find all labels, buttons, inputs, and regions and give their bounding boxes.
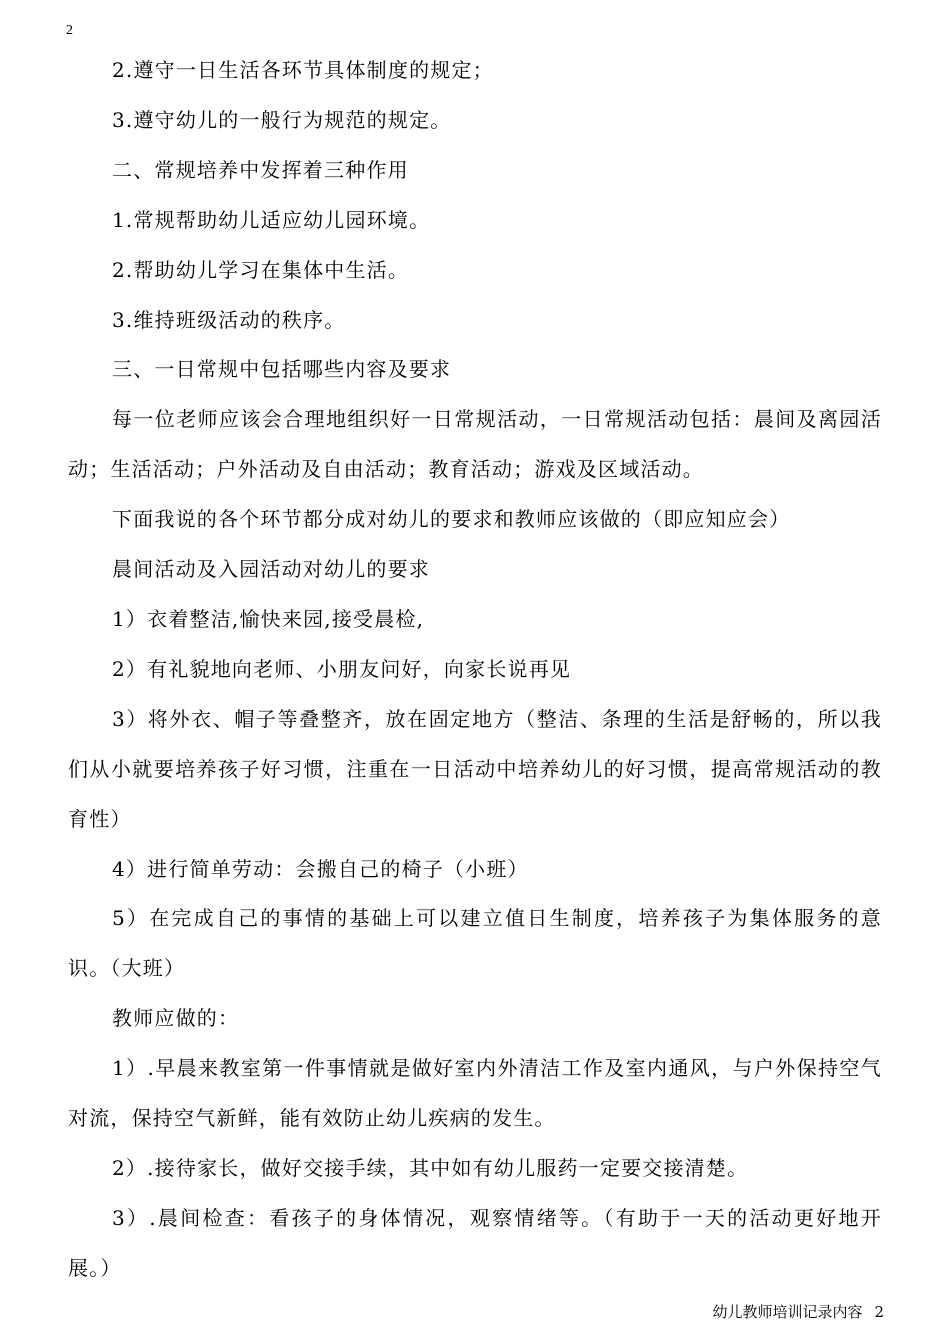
paragraph-9: 下面我说的各个环节都分成对幼儿的要求和教师应该做的（即应知应会） bbox=[112, 507, 791, 532]
paragraph-10: 晨间活动及入园活动对幼儿的要求 bbox=[112, 557, 430, 582]
page-footer bbox=[700, 1302, 884, 1322]
paragraph-6: 3.维持班级活动的秩序。 bbox=[112, 307, 346, 332]
paragraph-18: 2）.接待家长，做好交接手续，其中如有幼儿服药一定要交接清楚。 bbox=[112, 1155, 749, 1180]
paragraph-13: 3）将外衣、帽子等叠整齐，放在固定地方（整洁、条理的生活是舒畅的，所以我们从小就要培养孩子好习惯，注重在一日活动中培养幼儿的好习惯，提高常规活动的教育性） bbox=[68, 706, 882, 831]
paragraph-8: 每一位老师应该会合理地组织好一日常规活动，一日常规活动包括：晨间及离园活动；生活活动；户外活动及自由活动；教育活动；游戏及区域活动。 bbox=[68, 407, 882, 482]
paragraph-11: 1）衣着整洁,愉快来园,接受晨检, bbox=[112, 606, 425, 631]
document-body bbox=[68, 46, 882, 1294]
paragraph-15: 5）在完成自己的事情的基础上可以建立值日生制度，培养孩子为集体服务的意识。（大班） bbox=[68, 906, 882, 981]
section-heading-2: 二、常规培养中发挥着三种作用 bbox=[112, 157, 409, 182]
paragraph-17: 1）.早晨来教室第一件事情就是做好室内外清洁工作及室内通风，与户外保持空气对流，保持空气新鲜，能有效防止幼儿疾病的发生。 bbox=[68, 1056, 882, 1131]
paragraph-14: 4）进行简单劳动：会搬自己的椅子（小班） bbox=[112, 856, 529, 881]
footer-page-number: 2 bbox=[874, 1303, 884, 1321]
paragraph-1: 2.遵守一日生活各环节具体制度的规定； bbox=[112, 58, 494, 82]
paragraph-12: 2）有礼貌地向老师、小朋友问好，向家长说再见 bbox=[112, 656, 572, 681]
paragraph-2: 3.遵守幼儿的一般行为规范的规定。 bbox=[112, 107, 452, 132]
footer-title: 幼儿教师培训记录内容 bbox=[712, 1303, 863, 1321]
paragraph-5: 2.帮助幼儿学习在集体中生活。 bbox=[112, 257, 410, 282]
header-page-number: 2 bbox=[66, 23, 73, 38]
section-heading-3: 三、一日常规中包括哪些内容及要求 bbox=[112, 357, 452, 382]
paragraph-16: 教师应做的： bbox=[112, 1006, 240, 1031]
paragraph-19: 3）.晨间检查：看孩子的身体情况，观察情绪等。（有助于一天的活动更好地开展。） bbox=[68, 1205, 882, 1280]
paragraph-4: 1.常规帮助幼儿适应幼儿园环境。 bbox=[112, 207, 431, 232]
